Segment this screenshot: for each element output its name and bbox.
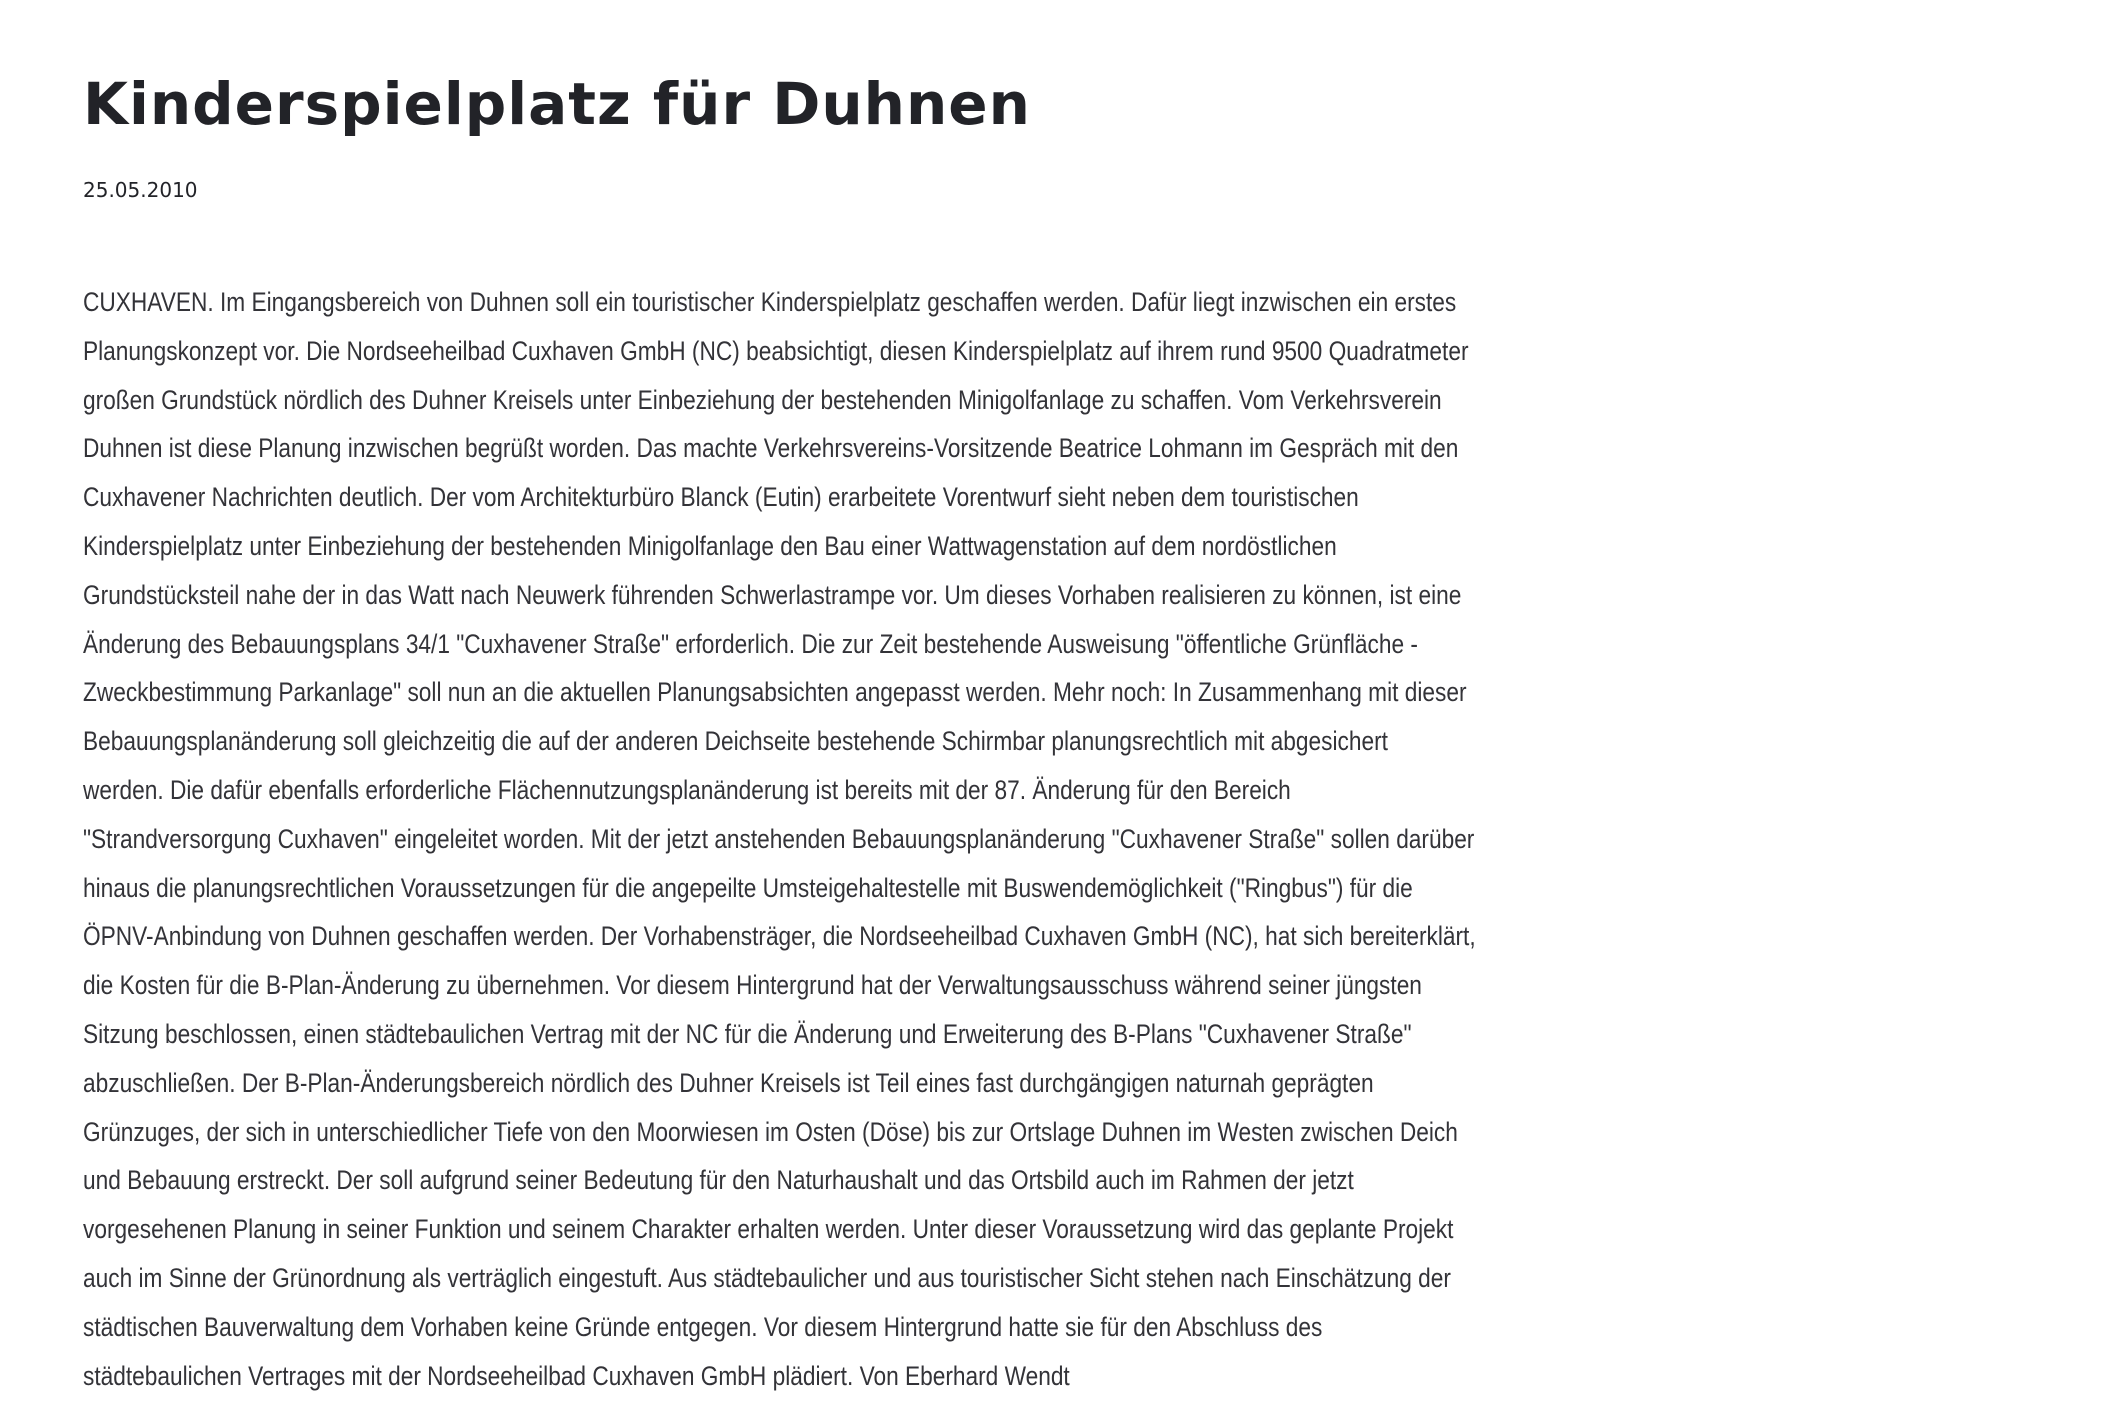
body-line: CUXHAVEN. Im Eingangsbereich von Duhnen soll ein touristischer Kinderspielplatz geschaffen werden. Dafür liegt inzwischen ein erstes xyxy=(83,287,1457,317)
body-line: Kinderspielplatz unter Einbeziehung der bestehenden Minigolfanlage den Bau einer Wattwagenstation auf dem nordöstlichen xyxy=(83,530,1337,561)
body-line: Grünzuges, der sich in unterschiedlicher Tiefe von den Moorwiesen im Osten (Döse) bis zur Ortslage Duhnen im Westen zwischen Deich xyxy=(83,1116,1458,1147)
body-line: und Bebauung erstreckt. Der soll aufgrund seiner Bedeutung für den Naturhaushalt und das Ortsbild auch im Rahmen der jetzt xyxy=(83,1165,1354,1196)
article-date: 25.05.2010 xyxy=(83,178,198,202)
body-line: ÖPNV-Anbindung von Duhnen geschaffen werden. Der Vorhabensträger, die Nordseeheilbad Cuxhaven GmbH (NC), hat sich bereiterklärt, xyxy=(83,921,1476,952)
body-line: Bebauungsplanänderung soll gleichzeitig die auf der anderen Deichseite bestehende Schirmbar planungsrechtlich mit abgesichert xyxy=(83,726,1388,757)
body-line: die Kosten für die B-Plan-Änderung zu übernehmen. Vor diesem Hintergrund hat der Verwaltungsausschuss während seiner jüngsten xyxy=(83,970,1422,1001)
body-line: großen Grundstück nördlich des Duhner Kreisels unter Einbeziehung der bestehenden Minigolfanlage zu schaffen. Vom Verkehrsverein xyxy=(83,384,1442,415)
article-title: Kinderspielplatz für Duhnen xyxy=(83,70,1031,138)
body-line: werden. Die dafür ebenfalls erforderliche Flächennutzungsplanänderung ist bereits mit der 87. Änderung für den Bereich xyxy=(83,774,1291,805)
article-body xyxy=(83,278,1843,1400)
body-line: vorgesehenen Planung in seiner Funktion und seinem Charakter erhalten werden. Unter dieser Voraussetzung wird das geplante Projekt xyxy=(83,1214,1454,1245)
body-line: Duhnen ist diese Planung inzwischen begrüßt worden. Das machte Verkehrsvereins-Vorsitzende Beatrice Lohmann im Gespräch mit den xyxy=(83,433,1459,464)
body-line: Cuxhavener Nachrichten deutlich. Der vom Architekturbüro Blanck (Eutin) erarbeitete Vorentwurf sieht neben dem touristischen xyxy=(83,482,1359,513)
body-line: städtischen Bauverwaltung dem Vorhaben keine Gründe entgegen. Vor diesem Hintergrund hatte sie für den Abschluss des xyxy=(83,1311,1323,1342)
body-line: abzuschließen. Der B-Plan-Änderungsbereich nördlich des Duhner Kreisels ist Teil eines fast durchgängigen naturnah geprägten xyxy=(83,1067,1374,1098)
body-line: städtebaulichen Vertrages mit der Nordseeheilbad Cuxhaven GmbH plädiert. Von Eberhard Wendt xyxy=(83,1360,1070,1391)
body-line: Zweckbestimmung Parkanlage" soll nun an die aktuellen Planungsabsichten angepasst werden. Mehr noch: In Zusammenhang mit dieser xyxy=(83,677,1467,708)
body-line: "Strandversorgung Cuxhaven" eingeleitet worden. Mit der jetzt anstehenden Bebauungsplanänderung "Cuxhavener Straße" sollen darüber xyxy=(83,823,1475,854)
body-line: Grundstücksteil nahe der in das Watt nach Neuwerk führenden Schwerlastrampe vor. Um dieses Vorhaben realisieren zu können, ist eine xyxy=(83,579,1462,610)
body-line: Änderung des Bebauungsplans 34/1 "Cuxhavener Straße" erforderlich. Die zur Zeit bestehende Ausweisung "öffentliche Grünfläche - xyxy=(83,628,1418,659)
body-line: auch im Sinne der Grünordnung als verträglich eingestuft. Aus städtebaulicher und aus touristischer Sicht stehen nach Einschätzung der xyxy=(83,1262,1451,1293)
body-line: Planungskonzept vor. Die Nordseeheilbad Cuxhaven GmbH (NC) beabsichtigt, diesen Kinderspielplatz auf ihrem rund 9500 Quadratmeter xyxy=(83,335,1469,366)
body-line: Sitzung beschlossen, einen städtebaulichen Vertrag mit der NC für die Änderung und Erweiterung des B-Plans "Cuxhavener Straße" xyxy=(83,1018,1412,1049)
body-line: hinaus die planungsrechtlichen Voraussetzungen für die angepeilte Umsteigehaltestelle mit Buswendemöglichkeit ("Ringbus") für die xyxy=(83,872,1413,903)
